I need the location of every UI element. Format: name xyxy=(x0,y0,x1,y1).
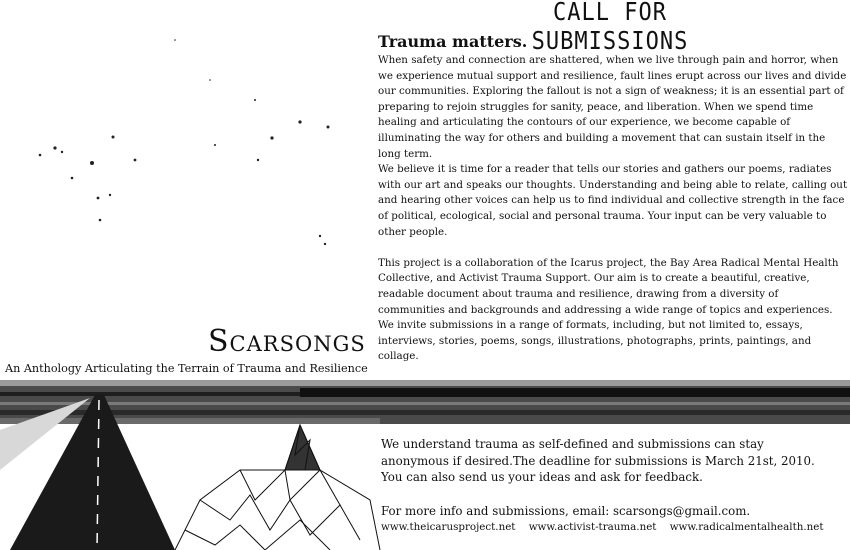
paragraph-collaboration: This project is a collaboration of the Icarus project, the Bay Area Radical Mental Health Collective, and Activist Trauma Support. Our aim is to create a beautiful, creative, readable document about trauma and resilience, drawing from a diversity of communities and backgrounds and addressing a wide range of topics and experiences. We invite submissions in a range of formats, including, but not limited to, essays, interviews, stories, poems, songs, illustrations, photographs, prints, paintings, and collage. xyxy=(378,256,839,363)
body-text xyxy=(378,53,848,365)
deadline-text xyxy=(381,436,821,486)
anthology-title: Scarsongs xyxy=(208,324,366,359)
deadline-paragraph: We understand trauma as self-defined and submissions can stay anonymous if desired.The deadline for submissions is March 21st, 2010. You can also send us your ideas and ask for feedback. xyxy=(381,437,815,484)
contact-email[interactable]: For more info and submissions, email: scarsongs@gmail.com. xyxy=(381,504,751,518)
link-icarus-project[interactable]: www.theicarusproject.net xyxy=(381,521,516,533)
stars xyxy=(39,39,330,245)
anthology-subtitle: An Anthology Articulating the Terrain of Trauma and Resilience xyxy=(5,362,368,375)
link-activist-trauma[interactable]: www.activist-trauma.net xyxy=(528,521,657,533)
mountain xyxy=(175,425,380,550)
paragraph-reader: We believe it is time for a reader that tells our stories and gathers our poems, radiates with our art and speaks our thoughts. Understanding and being able to relate, calling out and hearing other voices can help us to find individual and collective strength in the face of political, ecological, social and personal trauma. Your input can be very valuable to other people. xyxy=(378,163,848,238)
headline: Trauma matters. xyxy=(378,32,528,51)
call-for-submissions-title: CALL FOR SUBMISSIONS xyxy=(531,0,689,56)
horizon-band xyxy=(0,380,850,424)
website-links xyxy=(381,521,833,533)
paragraph-intro: When safety and connection are shattered, when we live through pain and horror, when we experience mutual support and resilience, fault lines erupt across our lives and divide our communities. Exploring the fallout is not a sign of weakness; it is an essential part of preparing to rejoin struggles for sanity, peace, and liberation. When we spend time healing and articulating the contours of our experience, we become capable of illuminating the way for others and building a movement that can sustain itself in the long term. xyxy=(378,54,847,160)
link-radical-mental-health[interactable]: www.radicalmentalhealth.net xyxy=(669,521,824,533)
